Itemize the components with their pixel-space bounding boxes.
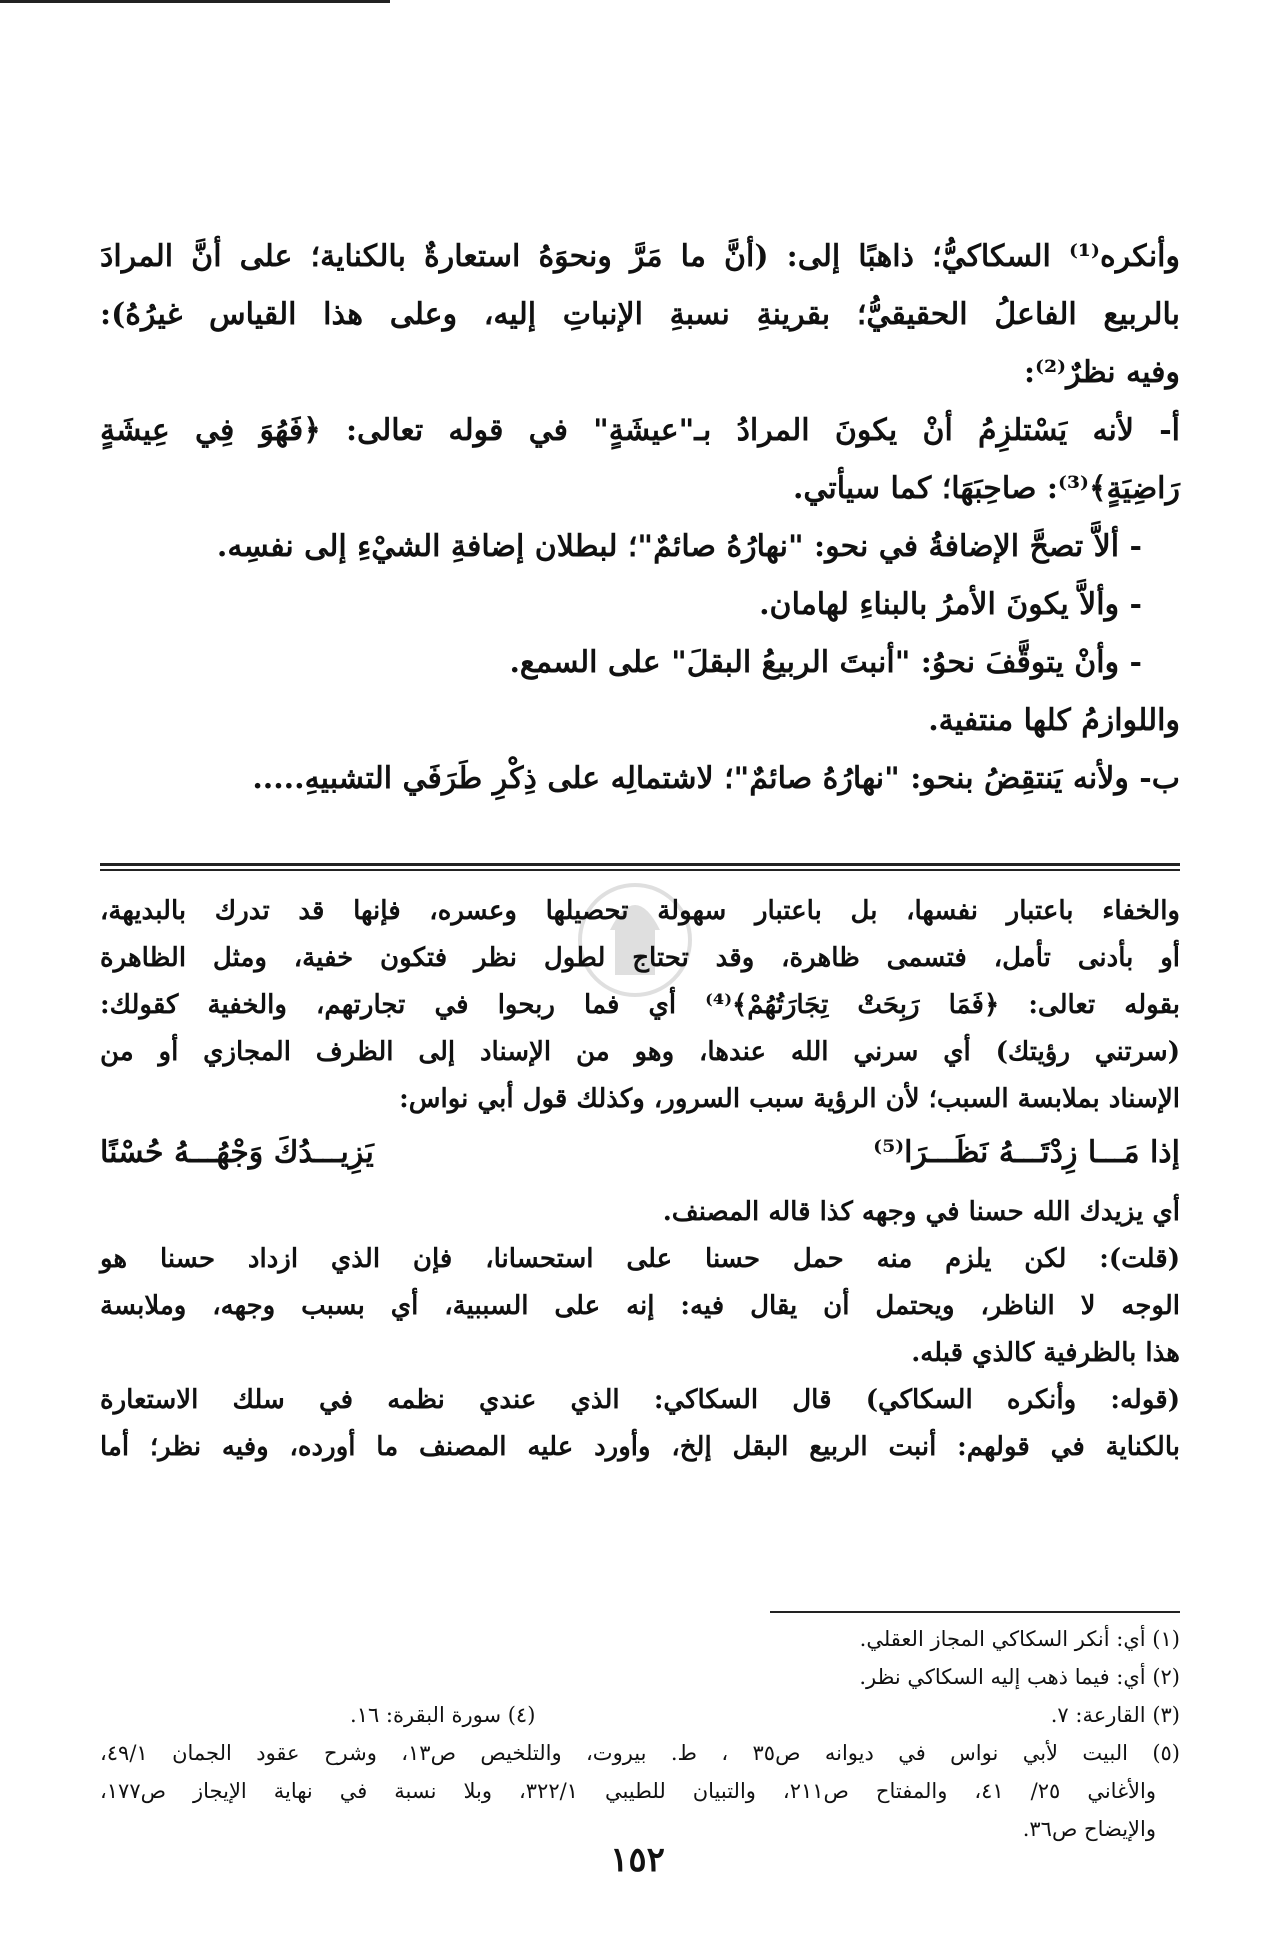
commentary-line: (قلت): لكن يلزم منه حمل حسنا على استحسانا، فإن الذي ازداد حسنا هو xyxy=(100,1244,1180,1274)
footnote: والأغاني ٢٥/ ٤١، والمفتاح ص٢١١، والتبيان للطيبي ٣٢٢/١، وبلا نسبة في نهاية الإيجاز ص١٧٧، xyxy=(100,1779,1157,1803)
footnote: (١) أي: أنكر السكاكي المجاز العقلي. xyxy=(859,1627,1180,1651)
main-text xyxy=(100,228,1180,808)
verse-second-hemistich: يَزِيـــدُكَ وَجْهُـــهُ حُسْنًا xyxy=(100,1135,374,1170)
top-edge-line xyxy=(0,0,390,3)
footnote: (٣) القارعة: ٧. xyxy=(1050,1703,1180,1727)
commentary-line: هذا بالظرفية كالذي قبله. xyxy=(911,1338,1180,1368)
main-line: بالربيع الفاعلُ الحقيقيُّ؛ بقرينةِ نسبةِ الإنباتِ إليه، وعلى هذا القياس غيرُهُ): xyxy=(100,297,1180,332)
commentary-line: بقوله تعالى: ﴿فَمَا رَبِحَتْ تِجَارَتُهُمْ﴾⁽⁴⁾ أي فما ربحوا في تجارتهم، والخفية كقولك: xyxy=(100,990,1180,1020)
page-number: ١٥٢ xyxy=(610,1840,665,1880)
verse-first-hemistich: إذا مَـــا زِدْتَـــهُ نَظَـــرَا⁽⁵⁾ xyxy=(873,1135,1180,1170)
commentary-line: أي يزيدك الله حسنا في وجهه كذا قاله المصنف. xyxy=(662,1197,1180,1227)
main-line: ب- ولأنه يَنتقِضُ بنحو: "نهارُهُ صائمٌ"؛ لاشتمالِه على ذِكْرِ طَرَفَي التشبيهِ..... xyxy=(252,761,1180,796)
footnotes xyxy=(100,1620,1180,1848)
footnote: (٥) البيت لأبي نواس في ديوانه ص٣٥ ، ط. بيروت، والتلخيص ص١٣، وشرح عقود الجمان ٤٩/١، xyxy=(100,1741,1180,1765)
commentary-line: أو بأدنى تأمل، فتسمى ظاهرة، وقد تحتاج لطول نظر فتكون خفية، ومثل الظاهرة xyxy=(100,943,1180,973)
footnote: (٢) أي: فيما ذهب إليه السكاكي نظر. xyxy=(859,1665,1180,1689)
main-line: - ألاَّ تصحَّ الإضافةُ في نحو: "نهارُهُ صائمٌ"؛ لبطلان إضافةِ الشيْءِ إلى نفسِه. xyxy=(216,529,1142,564)
poetry-verse xyxy=(100,1123,1180,1183)
main-line: رَاضِيَةٍ﴾⁽³⁾: صاحِبَهَا؛ كما سيأتي. xyxy=(792,471,1180,506)
commentary-line: (قوله: وأنكره السكاكي) قال السكاكي: الذي عندي نظمه في سلك الاستعارة xyxy=(100,1385,1180,1415)
commentary-line: بالكناية في قولهم: أنبت الربيع البقل إلخ، وأورد عليه المصنف ما أورده، وفيه نظر؛ أما xyxy=(100,1432,1180,1462)
footnote: (٤) سورة البقرة: ١٦. xyxy=(350,1703,536,1727)
commentary-line: والخفاء باعتبار نفسها، بل باعتبار سهولة تحصيلها وعسره، فإنها قد تدرك بالبديهة، xyxy=(100,896,1180,926)
commentary-line: الإسناد بملابسة السبب؛ لأن الرؤية سبب السرور، وكذلك قول أبي نواس: xyxy=(399,1084,1180,1114)
footnote: والإيضاح ص٣٦. xyxy=(1022,1817,1156,1841)
main-line: وفيه نظرٌ⁽²⁾: xyxy=(1023,355,1180,390)
main-line: - وألاَّ يكونَ الأمرُ بالبناءِ لهامان. xyxy=(759,587,1142,622)
commentary-line: الوجه لا الناظر، ويحتمل أن يقال فيه: إنه على السببية، أي بسبب وجهه، وملابسة xyxy=(100,1291,1180,1321)
footnote-divider xyxy=(770,1611,1180,1613)
main-line: وأنكره⁽¹⁾ السكاكيُّ؛ ذاهبًا إلى: (أنَّ ما مَرَّ ونحوَهُ استعارةٌ بالكناية؛ على أنَّ المرادَ xyxy=(100,239,1180,274)
commentary-line: (سرتني رؤيتك) أي سرني الله عندها، وهو من الإسناد إلى الظرف المجازي أو من xyxy=(100,1037,1180,1067)
main-line: واللوازمُ كلها منتفية. xyxy=(928,703,1180,738)
main-line: - وأنْ يتوقَّفَ نحوُ: "أنبتَ الربيعُ البقلَ" على السمع. xyxy=(509,645,1142,680)
commentary-text xyxy=(100,888,1180,1471)
footnote-pair xyxy=(350,1696,1180,1734)
main-line: أ- لأنه يَسْتلزِمُ أنْ يكونَ المرادُ بـ"عيشَةٍ" في قوله تعالى: ﴿فَهُوَ فِي عِيشَةٍ xyxy=(100,413,1180,448)
